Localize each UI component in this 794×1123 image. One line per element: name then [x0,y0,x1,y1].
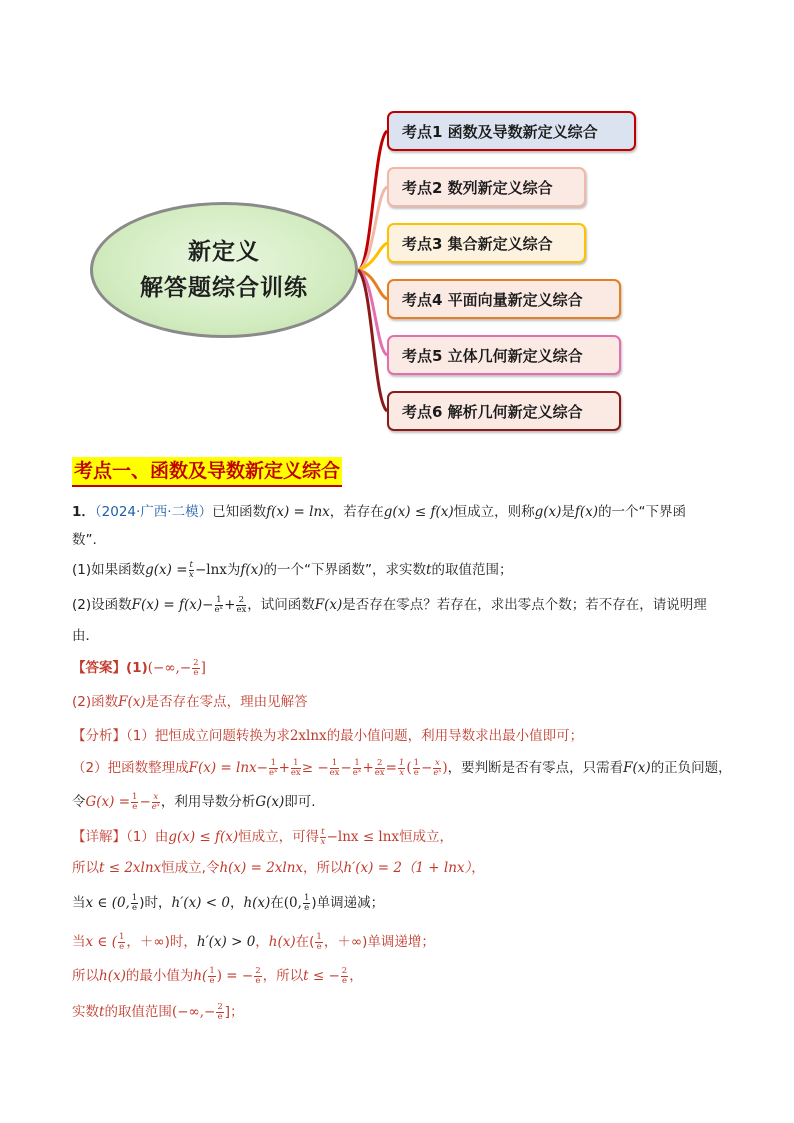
fraction [131,894,138,913]
math: t ≤ − [303,968,340,984]
frac-num: 1 [131,892,138,903]
analysis-tag: 【分析】 [72,728,126,744]
text: （1）由 [126,829,169,845]
math: h(x) [243,895,271,911]
problem-source: （2024·广西·二模） [94,504,213,520]
frac-num: x [434,757,440,768]
math: g(x) = [145,562,188,578]
fraction [433,759,441,778]
text: )单调递减； [311,895,385,911]
text: 是 [561,504,575,520]
math: ] [200,660,206,676]
frac-num: 1 [398,757,405,768]
frac-den: ex [236,604,247,615]
topic-node-5: 考点5 立体几何新定义综合 [387,335,621,375]
fraction [375,759,385,778]
text: (2)函数 [72,694,119,710]
math: 2xlnx [289,728,327,744]
math: x ∈ (0, [85,895,130,911]
math: F(x) = lnx− [188,760,268,776]
math: ≥ − [301,760,329,776]
math: + [224,597,236,613]
math: ) = − [216,968,254,984]
text: ，＋∞)单调递增； [323,934,435,950]
analysis-line-1 [72,726,583,746]
math: h′(x) > 0 [196,934,256,950]
fraction [353,759,362,778]
math: h( [193,968,208,984]
fraction [303,894,310,913]
math: ( [406,760,412,776]
math: h(x) = 2xlnx [219,860,304,876]
text: ，利用导数分析 [160,794,256,810]
mind-map-center-node [90,202,358,338]
frac-num: 1 [118,931,125,942]
math: g(x) ≤ f(x) [168,829,239,845]
fraction [215,596,224,615]
math: h(x) [99,968,126,984]
problem-stem-line-1 [72,502,686,522]
answer-tag: 【答案】 [72,660,126,676]
frac-den: e [217,1011,223,1022]
text: 已知函数 [212,504,267,520]
answer-line-1 [72,658,206,678]
analysis-line-3 [72,792,316,812]
frac-num: t [189,559,193,570]
text: 的一个“下界函 [598,504,687,520]
frac-num: 2 [217,1001,223,1012]
center-title-line-1: 新定义 [188,239,260,265]
frac-num: 1 [413,757,420,768]
text: 的正负问题， [650,760,732,776]
frac-num: 2 [193,657,199,668]
math: − [421,760,433,776]
question-2-cont: 由． [72,628,99,644]
fraction [192,659,199,678]
frac-num: 1 [132,791,138,802]
frac-num: 1 [291,759,301,769]
frac-num: 1 [316,931,322,942]
section-title: 考点一、函数及导数新定义综合 [72,457,342,487]
text: ， [471,860,485,876]
math: h(x) [268,934,296,950]
text: 为 [226,562,241,578]
frac-den: x [320,836,326,847]
fraction [208,967,215,986]
math: − [340,760,352,776]
frac-num: 2 [375,759,385,769]
question-1 [72,560,512,580]
mind-map [0,0,794,445]
math: G(x) [255,794,285,810]
topic-node-3: 考点3 集合新定义综合 [387,223,586,263]
detail-line-4 [72,932,435,952]
frac-den: e [132,902,138,913]
text: 当 [72,895,86,911]
analysis-line-2 [72,758,732,778]
text: ， [229,895,244,911]
frac-den: e [132,801,138,812]
math: f(x) [574,504,599,520]
fraction [398,759,405,778]
math: + [362,760,374,776]
fraction [413,759,420,778]
math: f(x) = lnx [266,504,330,520]
frac-num: 1 [303,892,310,903]
math: g(x) [534,504,562,520]
frac-den: e [304,902,310,913]
frac-den: eˣ [433,767,442,778]
center-title-line-2: 解答题综合训练 [140,275,308,301]
math: h′(x) = 2（1 + lnx） [343,860,472,876]
text: )时， [139,895,172,911]
fraction [152,793,160,812]
math: (0, [283,895,302,911]
frac-den: ex [329,767,340,778]
text: 是否存在零点？若存在，求出零点个数；若不存在，请说明理 [342,597,707,613]
frac-den: eˣ [151,801,160,812]
text: 在( [295,934,315,950]
fraction [341,967,348,986]
text: 所以 [72,968,99,984]
math: −lnx ≤ lnx [326,829,400,845]
fraction [320,828,325,847]
fraction [254,967,261,986]
text: 实数 [72,1004,99,1020]
text: (1) [126,660,148,676]
frac-den: e [413,767,419,778]
text: 令 [72,794,86,810]
frac-den: eˣ [352,767,362,778]
text: ， [255,934,269,950]
problem-number: 1． [72,504,95,520]
math: t [99,1004,105,1020]
frac-den: ex [374,767,385,778]
fraction [291,759,301,778]
math: t ≤ 2xlnx [99,860,162,876]
math: + [278,760,290,776]
math: = [385,760,397,776]
text: 所以 [72,860,99,876]
topic-node-2: 考点2 数列新定义综合 [387,167,586,207]
frac-num: 1 [270,757,276,768]
frac-num: 2 [341,965,348,976]
frac-num: 1 [216,594,222,605]
text: 是否存在零点，理由见解答 [145,694,308,710]
text: (1)如果函数 [72,562,146,578]
fraction [189,561,194,580]
detail-line-5 [72,966,363,986]
text: 当 [72,934,86,950]
text: 的取值范围 [104,1004,172,1020]
math: x ∈ ( [85,934,117,950]
frac-den: x [399,767,404,778]
math: g(x) ≤ f(x) [383,504,454,520]
fraction [118,933,125,952]
frac-den: e [341,975,347,986]
fraction [131,793,138,812]
math: F(x) [314,597,343,613]
math: F(x) [623,760,651,776]
question-2 [72,595,707,615]
text: 恒成立,令 [161,860,220,876]
detail-tag: 【详解】 [72,829,126,845]
text: 恒成立，可得 [238,829,320,845]
detail-line-6 [72,1002,244,1022]
math: −lnx [194,562,227,578]
text: （2）把函数整理成 [72,760,189,776]
detail-line-1 [72,827,453,847]
math: F(x) [118,694,146,710]
text: ，若存在 [329,504,384,520]
fraction [315,933,322,952]
frac-den: x [188,569,194,580]
text: 的一个“下界函数”，求实数 [263,562,427,578]
topic-node-1: 考点1 函数及导数新定义综合 [387,111,636,151]
frac-num: 1 [354,757,360,768]
math: (−∞,− [171,1004,216,1020]
text: ， [349,968,363,984]
detail-line-2 [72,858,485,878]
math: (−∞,− [147,660,192,676]
text: ]； [224,1004,244,1020]
text: ，试问函数 [247,597,315,613]
text: 的最小值问题，利用导数求出最小值即可； [326,728,584,744]
math: t [426,562,432,578]
math: − [139,794,151,810]
math: F(x) = f(x)− [131,597,214,613]
text: (2)设函数 [72,597,132,613]
math: G(x) = [85,794,131,810]
frac-den: e [119,941,125,952]
frac-den: e [255,975,261,986]
math: f(x) [240,562,264,578]
frac-num: t [321,826,325,837]
frac-den: eˣ [214,604,224,615]
math: h′(x) < 0 [171,895,230,911]
text: ，所以 [262,968,304,984]
frac-den: e [193,667,199,678]
frac-num: x [153,791,159,802]
answer-line-2 [72,692,308,712]
frac-num: 2 [255,965,261,976]
frac-den: e [209,975,215,986]
frac-den: e [316,941,322,952]
text: （1）把恒成立问题转换为求 [126,728,290,744]
text: 恒成立，则称 [453,504,535,520]
fraction [236,596,246,615]
fraction [216,1003,223,1022]
topic-node-6: 考点6 解析几何新定义综合 [387,391,621,431]
text: ，＋∞)时， [126,934,197,950]
frac-den: ex [290,767,301,778]
topic-node-4: 考点4 平面向量新定义综合 [387,279,621,319]
frac-num: 2 [236,596,246,606]
text: 即可. [284,794,316,810]
fraction [269,759,278,778]
frac-num: 1 [330,759,340,769]
text: ，所以 [303,860,344,876]
problem-stem-line-2: 数”. [72,532,97,548]
frac-den: eˣ [268,767,278,778]
text: ，要判断是否有零点，只需看 [447,760,624,776]
text: 恒成立， [399,829,454,845]
text: 的取值范围； [431,562,513,578]
frac-num: 1 [209,965,215,976]
math: ) [442,760,448,776]
fraction [330,759,340,778]
detail-line-3 [72,893,384,913]
text: 的最小值为 [125,968,194,984]
text: 在 [270,895,284,911]
